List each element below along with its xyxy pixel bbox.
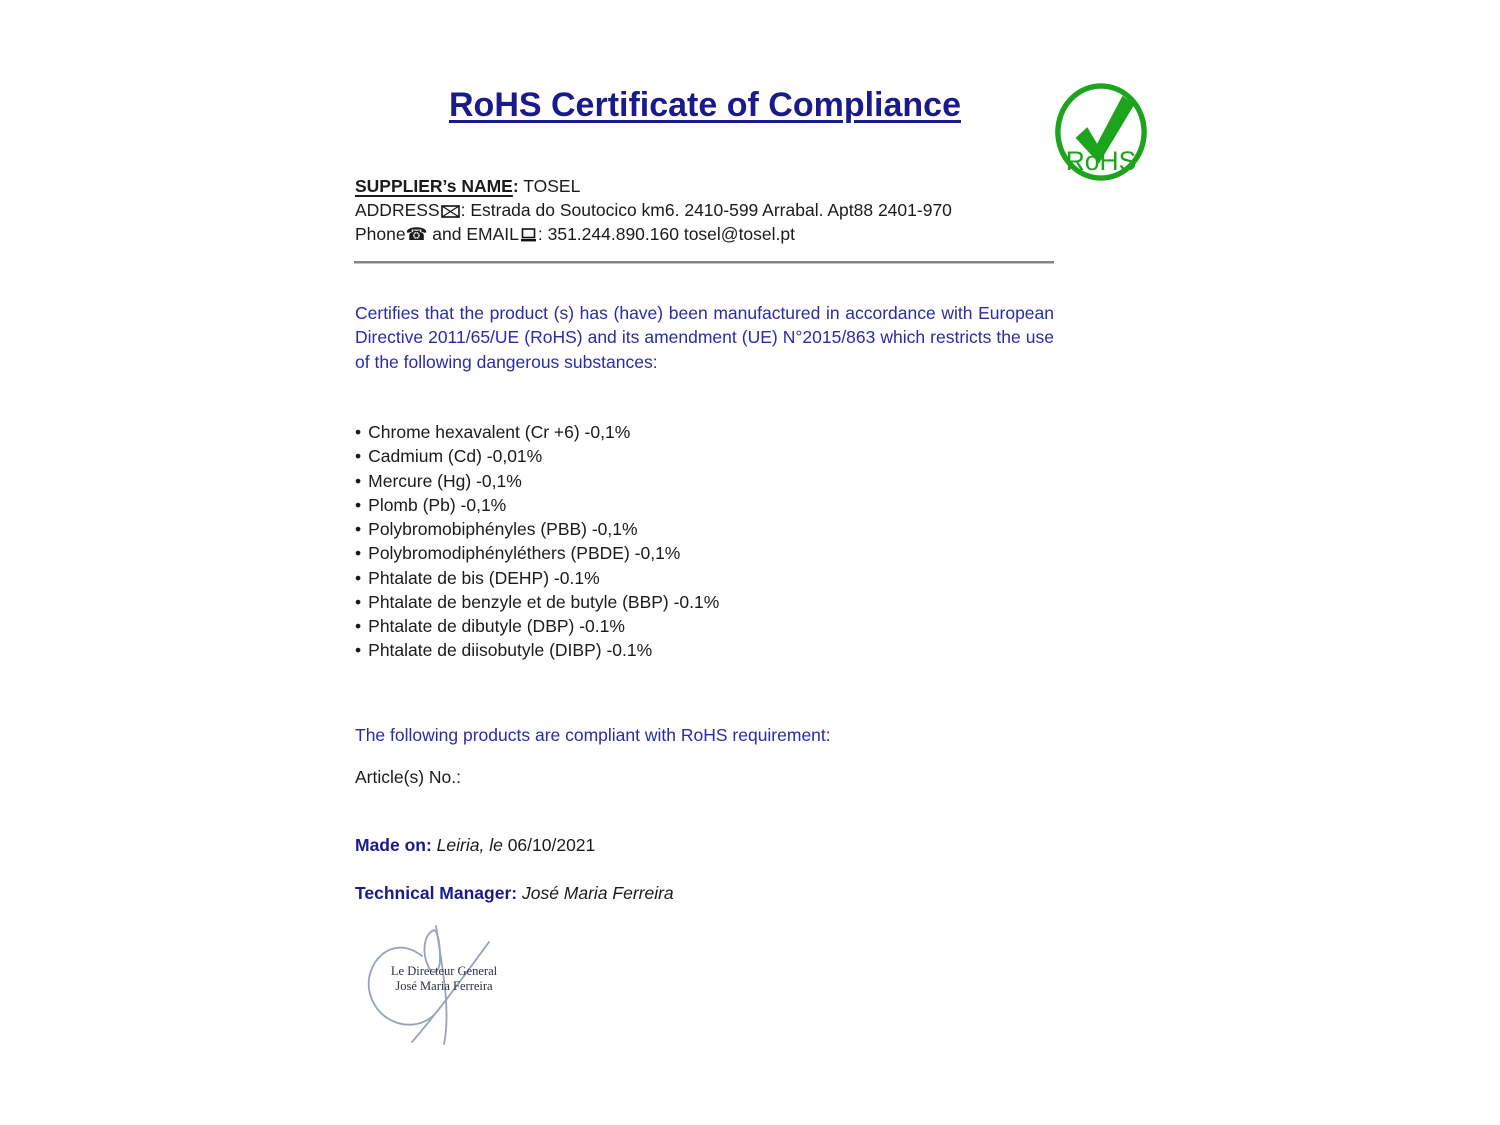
substance-item (355, 638, 1075, 662)
envelope-icon (441, 205, 460, 218)
substance-text: Phtalate de bis (DEHP) -0.1% (368, 567, 600, 588)
bullet-marker: • (355, 519, 362, 539)
signature-text (366, 964, 522, 994)
phone-label: Phone (355, 224, 406, 244)
made-on-place: Leiria, le (431, 835, 508, 855)
bullet-marker: • (355, 422, 362, 442)
made-on-date: 06/10/2021 (507, 835, 596, 855)
technical-manager-label: Technical Manager: (355, 883, 518, 903)
divider-rule (354, 261, 1054, 264)
bullet-marker: • (355, 446, 362, 467)
compliance-statement: The following products are compliant with RoHS requirement: (355, 725, 831, 745)
supplier-address-line (355, 198, 1075, 222)
technical-manager-name: José Maria Ferreira (517, 883, 674, 903)
substance-item (355, 420, 1075, 444)
rohs-logo (1052, 82, 1150, 182)
substance-text: Phtalate de benzyle et de butyle (BBP) -0.1% (368, 591, 720, 612)
substance-item (355, 590, 1075, 614)
substance-item (355, 541, 1075, 565)
bullet-marker: • (355, 591, 362, 612)
substance-text: Polybromodiphényléthers (PBDE) -0,1% (368, 543, 681, 564)
substance-text: Cadmium (Cd) -0,01% (368, 446, 543, 467)
substance-text: Phtalate de diisobutyle (DIBP) -0.1% (368, 640, 653, 661)
substance-text: Polybromobiphényles (PBB) -0,1% (368, 519, 638, 539)
signature-name: José Maria Ferreira (395, 979, 493, 993)
substance-text: Plomb (Pb) -0,1% (368, 494, 507, 515)
bullet-marker: • (355, 470, 362, 491)
bullet-marker: • (355, 616, 362, 636)
made-on-line (355, 835, 1115, 856)
technical-manager-line (355, 883, 1115, 904)
bullet-marker: • (355, 640, 362, 661)
supplier-block (355, 174, 1075, 246)
certification-paragraph: Certifies that the product (s) has (have) been manufactured in accordance with European Directive 2011/65/UE (RoHS) and its amendment (UE) N°2015/863 which restricts the use of the following dangerous substances: (355, 303, 1054, 372)
substances-list (355, 420, 1075, 663)
substance-text: Phtalate de dibutyle (DBP) -0.1% (368, 616, 625, 636)
page-title-text: RoHS Certificate of Compliance (449, 86, 961, 124)
substance-item (355, 444, 1075, 468)
supplier-name-label: SUPPLIER’s NAME (355, 176, 513, 196)
signature-block (358, 916, 528, 1056)
substance-item (355, 469, 1075, 493)
supplier-name-colon: : (512, 176, 519, 196)
address-label: ADDRESS (355, 200, 440, 220)
phone-icon: ☎ (405, 224, 428, 244)
page-title (355, 86, 1055, 125)
substance-item (355, 517, 1075, 541)
bullet-marker: • (355, 567, 362, 588)
address-value: : Estrada do Soutocico km6. 2410-599 Arrabal. Apt88 2401-970 (460, 200, 952, 220)
bullet-marker: • (355, 494, 362, 515)
made-on-label: Made on: (355, 835, 432, 855)
articles-label: Article(s) No.: (355, 767, 461, 787)
substance-item (355, 566, 1075, 590)
rohs-logo-text: RoHS (1065, 146, 1137, 177)
substance-item (355, 614, 1075, 638)
substance-text: Mercure (Hg) -0,1% (368, 470, 522, 491)
supplier-contact-line (355, 222, 1075, 246)
substance-item (355, 493, 1075, 517)
supplier-name-value: TOSEL (518, 176, 581, 196)
supplier-name-line (355, 174, 1075, 198)
bullet-marker: • (355, 543, 362, 564)
computer-icon (520, 228, 537, 242)
rohs-logo-graphic (1052, 82, 1150, 182)
substance-text: Chrome hexavalent (Cr +6) -0,1% (368, 422, 631, 442)
signature-title: Le Directeur General (390, 964, 498, 978)
contact-value: : 351.244.890.160 tosel@tosel.pt (537, 224, 795, 244)
email-label: and EMAIL (427, 224, 519, 244)
